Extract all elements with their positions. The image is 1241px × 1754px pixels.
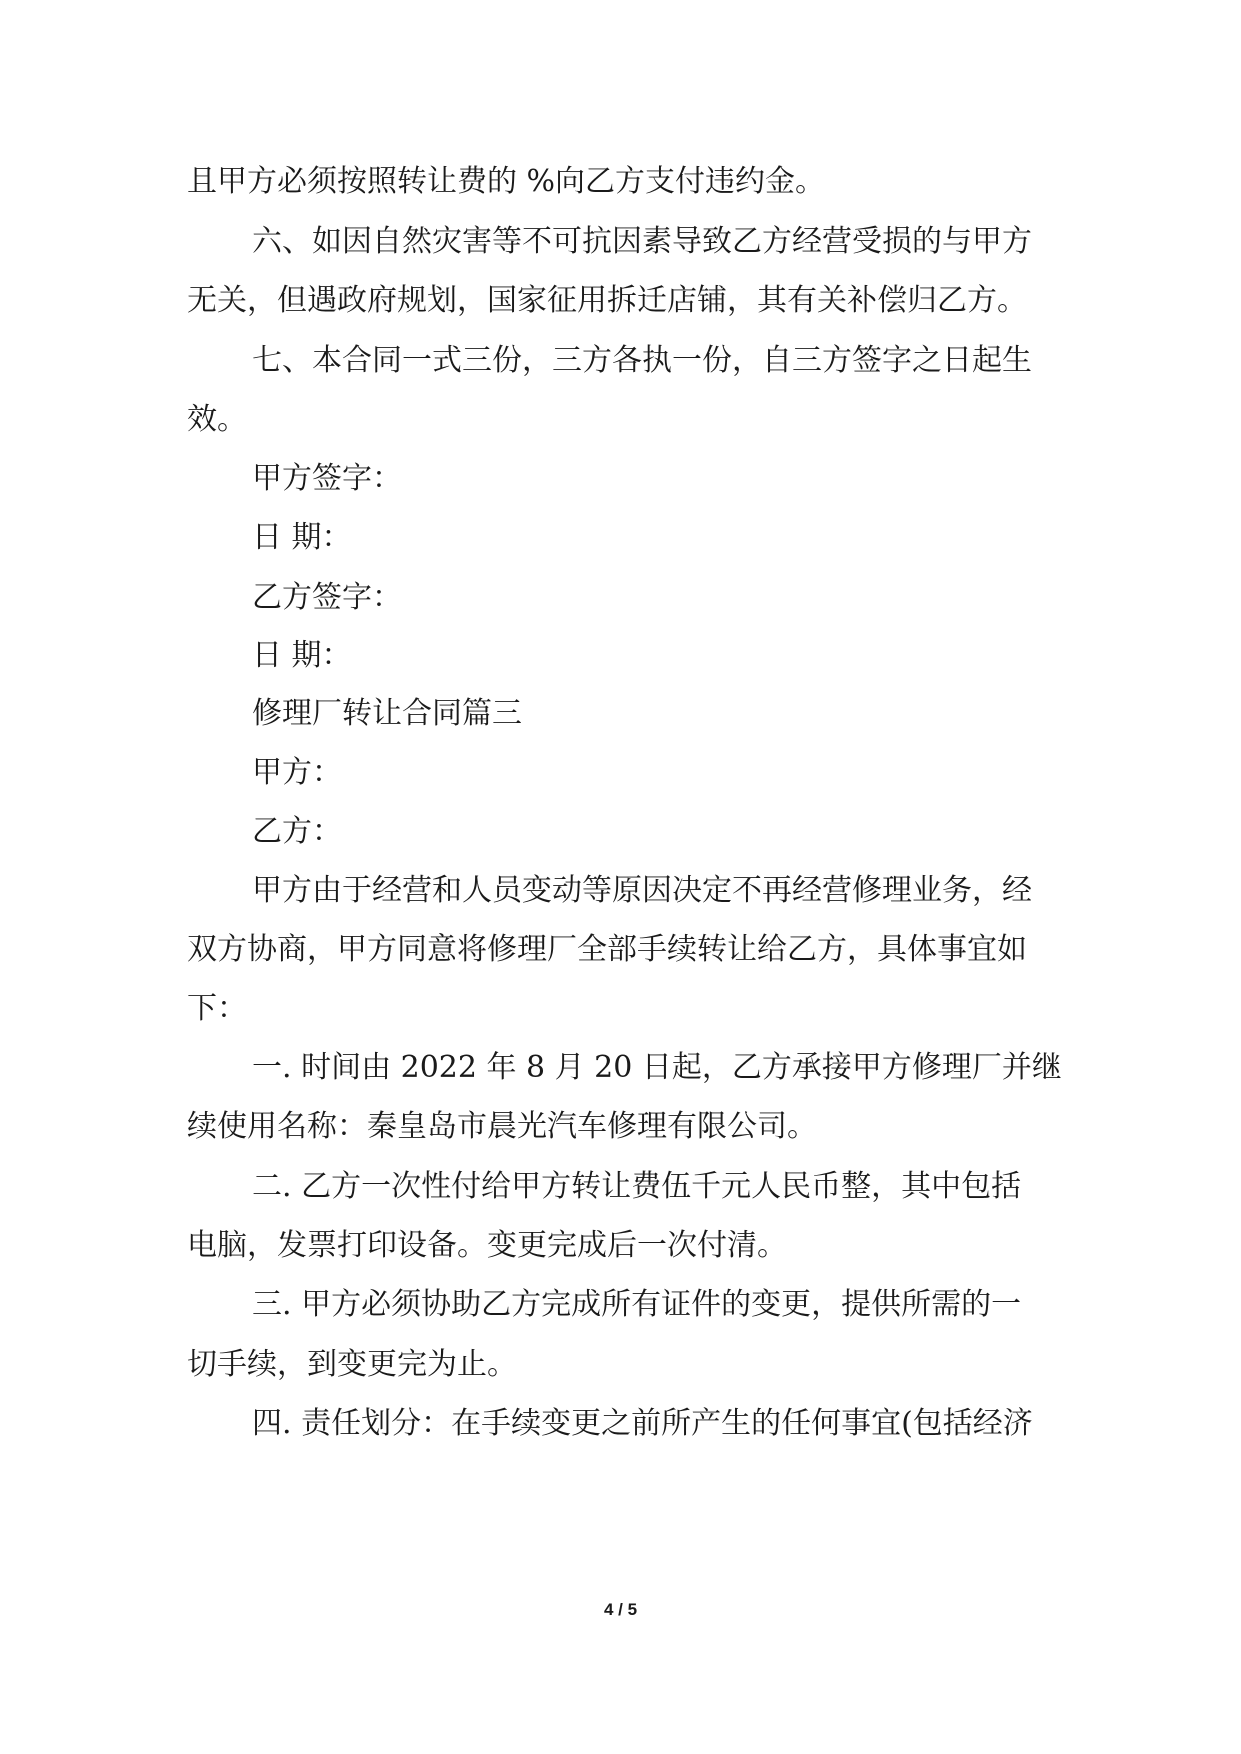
paragraph-line: 三. 甲方必须协助乙方完成所有证件的变更，提供所需的一	[252, 1287, 1022, 1322]
paragraph-line: 无关，但遇政府规划，国家征用拆迁店铺，其有关补偿归乙方。	[187, 283, 1027, 318]
signature-label-party-b: 乙方签字：	[252, 580, 402, 615]
paragraph-line: 甲方由于经营和人员变动等原因决定不再经营修理业务，经	[252, 873, 1032, 908]
section-heading: 修理厂转让合同篇三	[252, 696, 522, 731]
date-label: 日 期：	[252, 638, 352, 673]
paragraph-line: 下：	[187, 991, 247, 1026]
party-a-label: 甲方：	[252, 755, 342, 790]
paragraph-line: 七、本合同一式三份，三方各执一份，自三方签字之日起生	[252, 343, 1032, 378]
paragraph-line: 且甲方必须按照转让费的 %向乙方支付违约金。	[187, 164, 826, 199]
paragraph-line: 二. 乙方一次性付给甲方转让费伍千元人民币整，其中包括	[252, 1169, 1022, 1204]
paragraph-line: 六、如因自然灾害等不可抗因素导致乙方经营受损的与甲方	[252, 224, 1032, 259]
paragraph-line: 切手续，到变更完为止。	[187, 1347, 517, 1382]
paragraph-line: 四. 责任划分：在手续变更之前所产生的任何事宜(包括经济	[252, 1406, 1033, 1441]
paragraph-line: 一. 时间由 2022 年 8 月 20 日起，乙方承接甲方修理厂并继	[252, 1050, 1062, 1085]
page-number: 4 / 5	[603, 1600, 638, 1619]
paragraph-line: 电脑，发票打印设备。变更完成后一次付清。	[187, 1228, 787, 1263]
party-b-label: 乙方：	[252, 814, 342, 849]
paragraph-line: 效。	[187, 402, 247, 437]
date-label: 日 期：	[252, 520, 352, 555]
paragraph-line: 双方协商，甲方同意将修理厂全部手续转让给乙方，具体事宜如	[187, 932, 1027, 967]
signature-label-party-a: 甲方签字：	[252, 461, 402, 496]
paragraph-line: 续使用名称：秦皇岛市晨光汽车修理有限公司。	[187, 1109, 817, 1144]
